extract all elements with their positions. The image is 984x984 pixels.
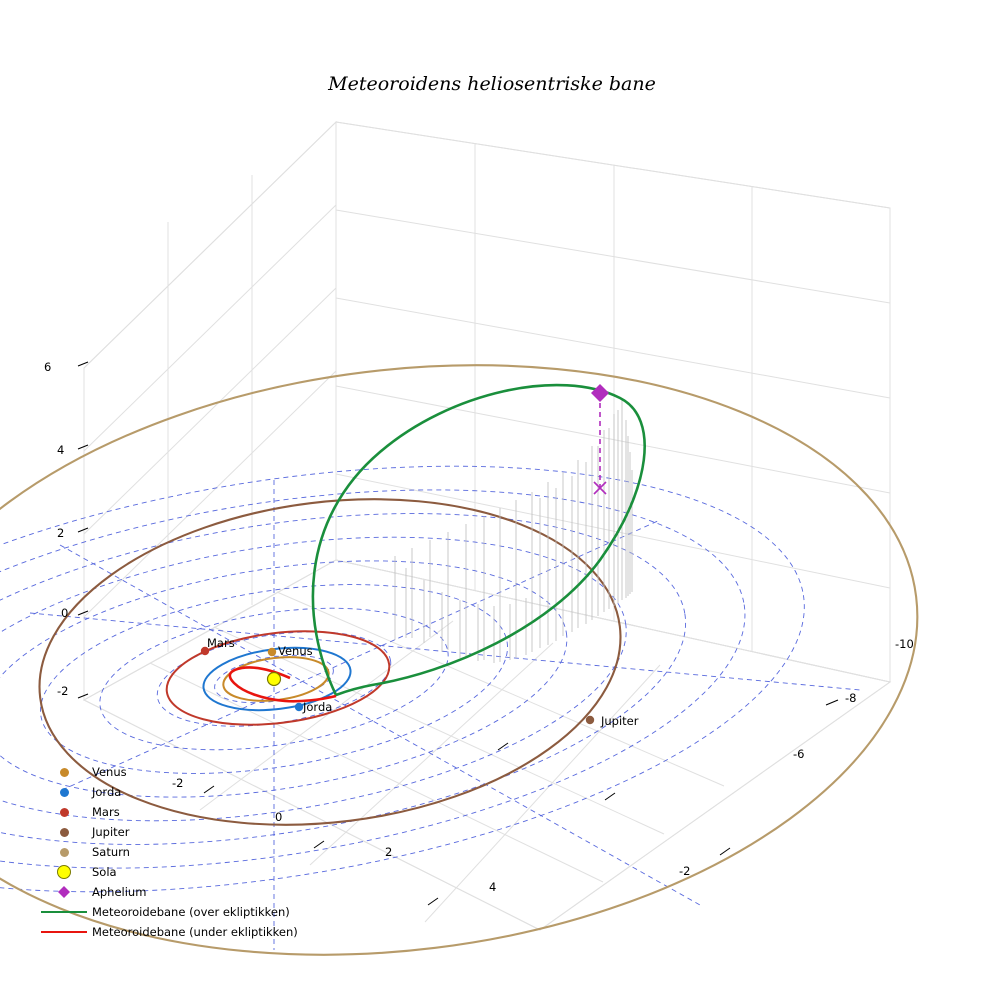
axis-left-tick-4: 4 [57, 443, 65, 457]
legend-label-jorda: Jorda [92, 785, 122, 799]
axis-right-tick-neg6: -6 [793, 747, 805, 761]
legend-item-meteoroid-below[interactable] [36, 922, 326, 942]
chart-legend [36, 762, 326, 942]
legend-item-sola[interactable] [36, 862, 326, 882]
body-sun [268, 673, 281, 686]
axis-left-tick-0: 0 [61, 606, 69, 620]
axis-bottom-tick-4: 4 [489, 880, 497, 894]
annotation-jorda: Jorda [303, 700, 333, 714]
page-title: Meteoroidens heliosentriske bane [328, 73, 656, 95]
legend-item-venus[interactable] [36, 762, 326, 782]
annotation-mars: Mars [207, 636, 235, 650]
venus-marker-icon [36, 768, 92, 777]
legend-label-saturn: Saturn [92, 845, 130, 859]
axis-right-tick-neg10: -10 [895, 637, 914, 651]
saturn-marker-icon [36, 848, 92, 857]
legend-item-meteoroid-above[interactable] [36, 902, 326, 922]
legend-item-aphelium[interactable] [36, 882, 326, 902]
mars-marker-icon [36, 808, 92, 817]
legend-label-meteoroid-above: Meteoroidebane (over ekliptikken) [92, 905, 290, 919]
axis-right-tick-neg8: -8 [845, 691, 857, 705]
green-line-swatch-icon [36, 911, 92, 913]
body-earth [295, 703, 303, 711]
legend-label-meteoroid-below: Meteoroidebane (under ekliptikken) [92, 925, 298, 939]
axis-left-tick-2: 2 [57, 526, 65, 540]
annotation-venus: Venus [278, 644, 313, 658]
axis-left-tick-neg2: -2 [57, 684, 69, 698]
annotation-jupiter: Jupiter [601, 714, 639, 728]
axis-bottom-tick-2: 2 [385, 845, 393, 859]
axis-bottom-tick-neg2: -2 [172, 776, 184, 790]
legend-label-aphelium: Aphelium [92, 885, 147, 899]
earth-marker-icon [36, 788, 92, 797]
sun-marker-icon [36, 865, 92, 879]
legend-label-jupiter: Jupiter [92, 825, 130, 839]
axis-bottom-tick-0: 0 [275, 810, 283, 824]
legend-item-jupiter[interactable] [36, 822, 326, 842]
jupiter-marker-icon [36, 828, 92, 837]
legend-item-jorda[interactable] [36, 782, 326, 802]
legend-item-mars[interactable] [36, 802, 326, 822]
axis-right-tick-neg2: -2 [679, 864, 691, 878]
body-venus [268, 648, 276, 656]
aphelion-diamond-icon [36, 885, 92, 899]
axis-left-tick-6: 6 [44, 360, 52, 374]
legend-item-saturn[interactable] [36, 842, 326, 862]
legend-label-venus: Venus [92, 765, 127, 779]
legend-label-mars: Mars [92, 805, 120, 819]
legend-label-sola: Sola [92, 865, 117, 879]
body-jupiter [586, 716, 594, 724]
red-line-swatch-icon [36, 931, 92, 933]
